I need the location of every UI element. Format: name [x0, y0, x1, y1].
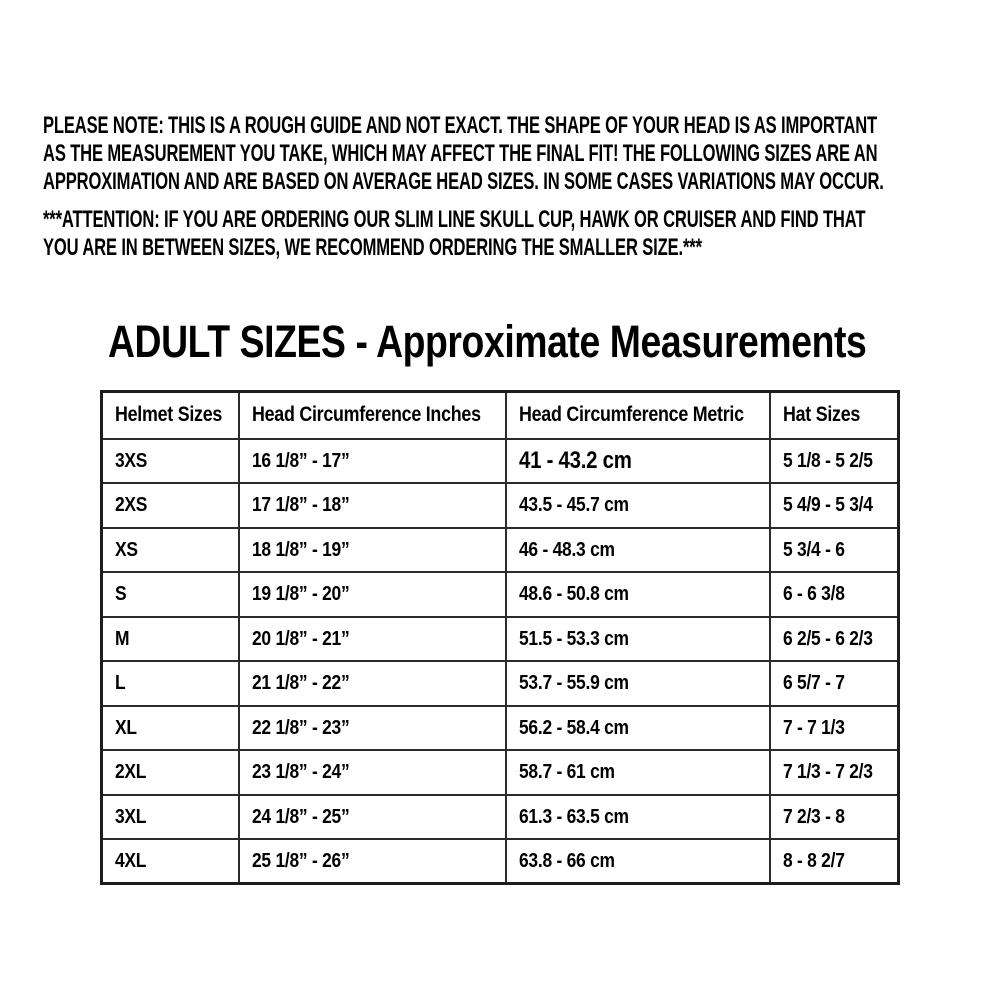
cell-value: 3XL	[115, 804, 147, 828]
cell-value: 46 - 48.3 cm	[518, 537, 615, 561]
table-row	[102, 439, 899, 484]
cell-value: 5 4/9 - 5 3/4	[782, 493, 873, 517]
cell-value: 8 - 8 2/7	[782, 849, 845, 872]
cell-value: 41 - 43.2 cm	[518, 446, 632, 474]
cell-value: 56.2 - 58.4 cm	[518, 715, 629, 739]
cell-value: 2XS	[115, 493, 148, 517]
hat-size-cell	[770, 439, 899, 484]
cell-value: 43.5 - 45.7 cm	[518, 493, 629, 517]
inches-cell	[239, 483, 506, 528]
table-row	[102, 661, 899, 706]
column-header-label: Helmet Sizes	[115, 403, 223, 427]
metric-cell	[506, 617, 770, 662]
cell-value: 24 1/8” - 25”	[251, 804, 349, 828]
cell-value: 58.7 - 61 cm	[518, 760, 615, 784]
helmet-size-cell	[102, 839, 239, 884]
cell-value: 21 1/8” - 22”	[251, 671, 349, 695]
cell-value: 23 1/8” - 24”	[251, 760, 349, 784]
cell-value: 19 1/8” - 20”	[251, 582, 349, 606]
metric-cell	[506, 439, 770, 484]
metric-cell	[506, 483, 770, 528]
metric-cell	[506, 839, 770, 884]
cell-value: 53.7 - 55.9 cm	[518, 671, 629, 695]
table-row	[102, 750, 899, 795]
table-row	[102, 795, 899, 840]
cell-value: 5 1/8 - 5 2/5	[782, 448, 873, 472]
cell-value: 16 1/8” - 17”	[251, 448, 349, 472]
inches-cell	[239, 661, 506, 706]
hat-size-cell	[770, 750, 899, 795]
cell-value: L	[115, 671, 126, 695]
table-row	[102, 528, 899, 573]
cell-value: 3XS	[115, 448, 148, 472]
table-row	[102, 839, 899, 884]
metric-cell	[506, 661, 770, 706]
metric-cell	[506, 528, 770, 573]
cell-value: 17 1/8” - 18”	[251, 493, 349, 517]
table-row	[102, 572, 899, 617]
cell-value: 6 5/7 - 7	[782, 671, 845, 695]
cell-value: 7 1/3 - 7 2/3	[782, 760, 873, 784]
cell-value: 2XL	[115, 760, 147, 784]
inches-cell	[239, 706, 506, 751]
note-line-3: APPROXIMATION AND ARE BASED ON AVERAGE HEAD SIZES. IN SOME CASES VARIATIONS MAY OCCUR.	[43, 168, 884, 195]
inches-cell	[239, 750, 506, 795]
column-header-helmet-sizes	[102, 392, 239, 439]
helmet-size-cell	[102, 795, 239, 840]
cell-value: M	[115, 626, 130, 650]
attention-line-1: ***ATTENTION: IF YOU ARE ORDERING OUR SLIM LINE SKULL CUP, HAWK OR CRUISER AND FIND THAT	[43, 206, 866, 233]
cell-value: 22 1/8” - 23”	[251, 715, 349, 739]
metric-cell	[506, 750, 770, 795]
helmet-size-cell	[102, 572, 239, 617]
metric-cell	[506, 795, 770, 840]
helmet-size-cell	[102, 483, 239, 528]
helmet-size-cell	[102, 706, 239, 751]
helmet-size-cell	[102, 617, 239, 662]
cell-value: 25 1/8” - 26”	[251, 849, 349, 872]
cell-value: 51.5 - 53.3 cm	[518, 626, 629, 650]
adult-sizes-table	[100, 390, 900, 885]
helmet-size-cell	[102, 528, 239, 573]
attention-paragraph	[43, 206, 1000, 262]
column-header-label: Head Circumference Inches	[251, 403, 481, 427]
helmet-size-cell	[102, 661, 239, 706]
column-header-label: Head Circumference Metric	[518, 403, 744, 427]
hat-size-cell	[770, 661, 899, 706]
hat-size-cell	[770, 483, 899, 528]
column-header-head-circumference-inches	[239, 392, 506, 439]
cell-value: 48.6 - 50.8 cm	[518, 582, 629, 606]
attention-line-2: YOU ARE IN BETWEEN SIZES, WE RECOMMEND ORDERING THE SMALLER SIZE.***	[43, 234, 702, 261]
size-table-body	[102, 439, 899, 884]
hat-size-cell	[770, 795, 899, 840]
inches-cell	[239, 439, 506, 484]
cell-value: 6 2/5 - 6 2/3	[782, 626, 873, 650]
metric-cell	[506, 706, 770, 751]
cell-value: 4XL	[115, 849, 147, 872]
inches-cell	[239, 572, 506, 617]
inches-cell	[239, 617, 506, 662]
helmet-size-cell	[102, 439, 239, 484]
hat-size-cell	[770, 617, 899, 662]
cell-value: XL	[115, 715, 137, 739]
cell-value: 7 - 7 1/3	[782, 715, 845, 739]
cell-value: XS	[115, 537, 138, 561]
hat-size-cell	[770, 839, 899, 884]
table-row	[102, 617, 899, 662]
please-note-paragraph	[43, 112, 1000, 196]
column-header-hat-sizes	[770, 392, 899, 439]
cell-value: 5 3/4 - 6	[782, 537, 845, 561]
cell-value: 61.3 - 63.5 cm	[518, 804, 629, 828]
page-title: ADULT SIZES - Approximate Measurements	[108, 316, 867, 367]
inches-cell	[239, 795, 506, 840]
cell-value: S	[115, 582, 127, 606]
column-header-label: Hat Sizes	[782, 403, 860, 427]
table-header	[102, 392, 899, 439]
table-row	[102, 706, 899, 751]
column-header-head-circumference-metric	[506, 392, 770, 439]
cell-value: 7 2/3 - 8	[782, 804, 845, 828]
hat-size-cell	[770, 706, 899, 751]
metric-cell	[506, 572, 770, 617]
cell-value: 6 - 6 3/8	[782, 582, 845, 606]
header-row	[102, 392, 899, 439]
table-row	[102, 483, 899, 528]
hat-size-cell	[770, 528, 899, 573]
helmet-size-cell	[102, 750, 239, 795]
cell-value: 20 1/8” - 21”	[251, 626, 349, 650]
cell-value: 63.8 - 66 cm	[518, 849, 615, 872]
inches-cell	[239, 839, 506, 884]
cell-value: 18 1/8” - 19”	[251, 537, 349, 561]
hat-size-cell	[770, 572, 899, 617]
inches-cell	[239, 528, 506, 573]
note-line-2: AS THE MEASUREMENT YOU TAKE, WHICH MAY AFFECT THE FINAL FIT! THE FOLLOWING SIZES ARE AN	[43, 140, 878, 167]
note-line-1: PLEASE NOTE: THIS IS A ROUGH GUIDE AND NOT EXACT. THE SHAPE OF YOUR HEAD IS AS IMPORTANT	[43, 112, 878, 139]
